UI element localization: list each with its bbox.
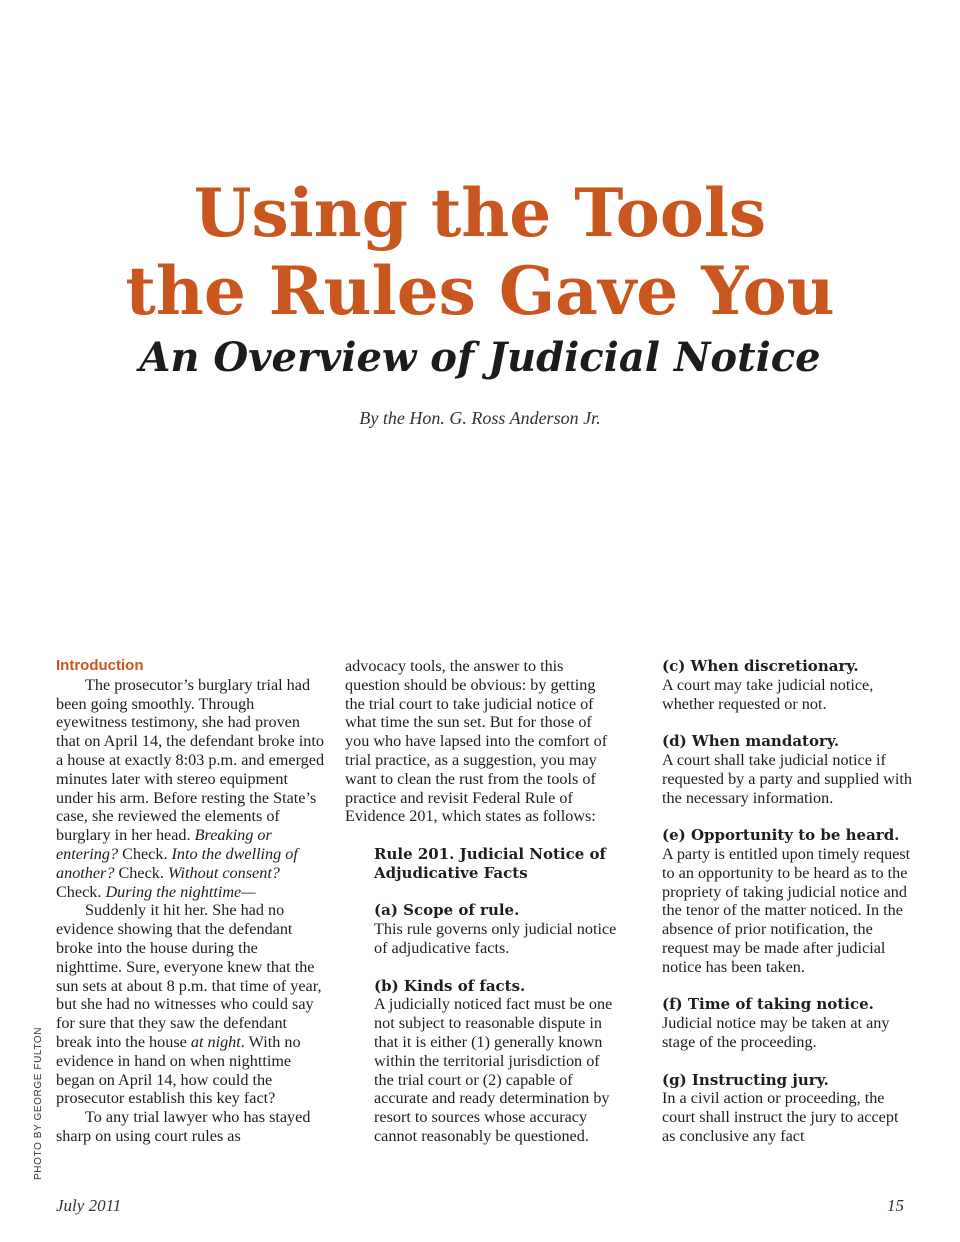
paragraph-1 [56, 676, 326, 902]
italic-consent: Without consent? [167, 863, 280, 882]
italic-breaking: Breaking or entering? [56, 826, 272, 863]
italic-dwelling: Into the dwelling of another? [56, 844, 298, 882]
rule-c-heading: (c) When discretionary. [662, 657, 859, 675]
column-3 [662, 657, 914, 1146]
rule-d-heading: (d) When mandatory. [662, 732, 840, 751]
rule-title: Rule 201. Judicial Notice of Adjudicative Facts [374, 844, 606, 882]
rule-a-heading: (a) Scope of rule. [374, 901, 520, 920]
paragraph-2-text-end: . With no evidence in hand on when nighttime began on April 14, how could the prosecutor establish this key fact? [56, 1032, 301, 1108]
section-heading-introduction: Introduction [56, 657, 144, 674]
rule-f-heading: (f) Time of taking notice. [662, 995, 874, 1014]
rule-c-text: A court may take judicial notice, whether requested or not. [662, 675, 874, 713]
check-1: Check. [118, 844, 172, 863]
paragraph-2 [56, 901, 326, 1108]
rule-e-heading: (e) Opportunity to be heard. [662, 826, 900, 845]
rule-e-text: A party is entitled upon timely request to an opportunity to be heard as to the propriety of taking judicial notice and the tenor of the matter noticed. In the absence of prior notification, the request may be made after judicial notice has been taken. [662, 844, 911, 976]
rule-b-heading: (b) Kinds of facts. [374, 976, 526, 995]
paragraph-continued: advocacy tools, the answer to this question should be obvious: by getting the trial court to take judicial notice of what time the sun set. But for those of you who have lapsed into the comfort of trial practice, as a suggestion, you may want to clean the rust from the tools of practice and revisit Federal Rule of Evidence 201, which states as follows: [345, 657, 608, 826]
issue-date: July 2011 [56, 1196, 122, 1215]
rule-b-text: A judicially noticed fact must be one not subject to reasonable dispute in that it is either (1) generally known within the territorial jurisdiction of the trial court or (2) capable of accurate and ready determination by resort to sources whose accuracy cannot reasonably be questioned. [374, 995, 613, 1145]
italic-at-night: at night [190, 1032, 241, 1051]
check-2: Check. [114, 863, 168, 882]
subtitle: An Overview of Judicial Notice [139, 334, 821, 381]
paragraph-3: To any trial lawyer who has stayed sharp on using court rules as [56, 1108, 311, 1145]
rule-g-heading: (g) Instructing jury. [662, 1070, 829, 1089]
italic-nighttime: During the nighttime— [105, 882, 256, 901]
column-1 [56, 657, 326, 1146]
check-3: Check. [56, 882, 106, 901]
title-line-1: Using the Tools [193, 174, 767, 252]
rule-a-text: This rule governs only judicial notice of adjudicative facts. [374, 920, 617, 957]
title-line-2: the Rules Gave You [125, 252, 835, 330]
photo-credit: PHOTO BY GEORGE FULTON [33, 1026, 44, 1180]
rule-f-text: Judicial notice may be taken at any stage of the proceeding. [662, 1014, 890, 1051]
byline: By the Hon. G. Ross Anderson Jr. [359, 408, 601, 428]
column-2 [345, 657, 617, 1146]
rule-d-text: A court shall take judicial notice if requested by a party and supplied with the necessary information. [662, 750, 912, 807]
page-number: 15 [887, 1196, 904, 1215]
paragraph-2-text: Suddenly it hit her. She had no evidence showing that the defendant broke into the house during the nighttime. Sure, everyone knew that the sun sets at about 8 p.m. that time of year, but she had no witnesses who could say for sure that they saw the defendant break into the house [56, 901, 322, 1051]
rule-g-text: In a civil action or proceeding, the court shall instruct the jury to accept as conclusive any fact [662, 1089, 899, 1145]
paragraph-1-text: The prosecutor’s burglary trial had been going smoothly. Through eyewitness testimony, she had proven that on April 14, the defendant broke into a house at exactly 8:03 p.m. and emerged minutes later with stereo equipment under his arm. Before resting the State’s case, she reviewed the elements of burglary in her head. [56, 675, 325, 845]
